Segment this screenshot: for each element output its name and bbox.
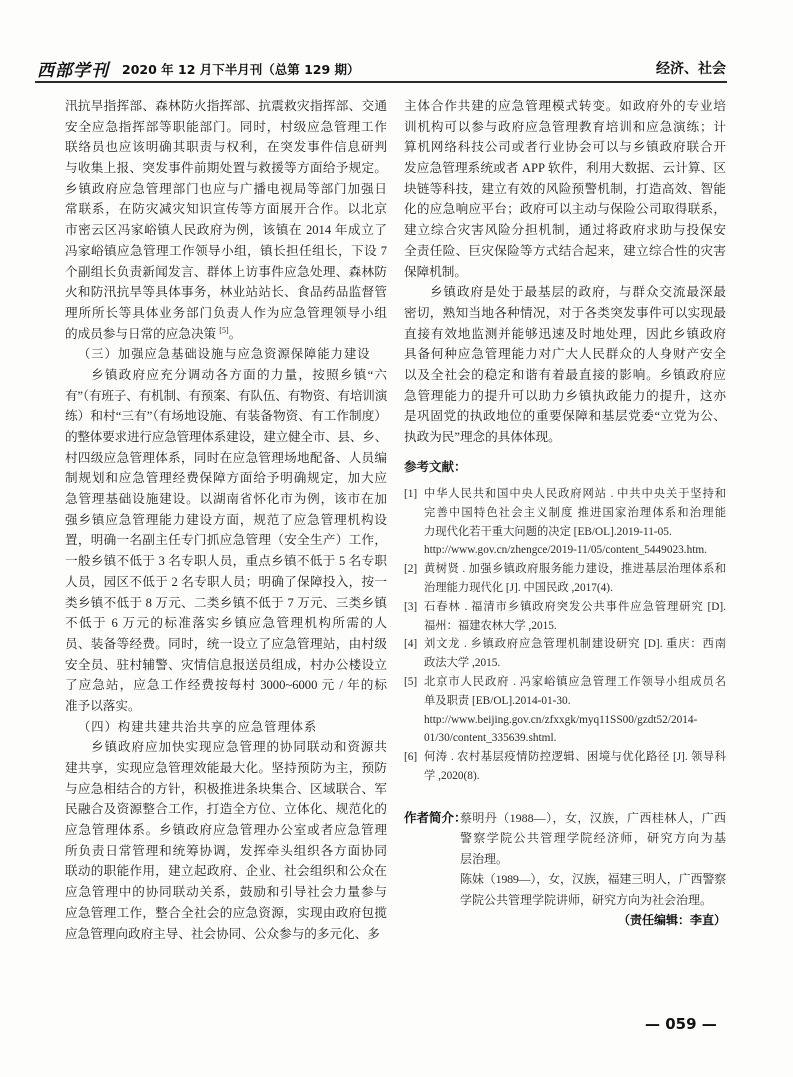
text-line: 个副组长负责新闻发言、群体上访事件应急处理、森林防 [65,264,387,279]
reference-item [404,485,726,560]
text-line: 密切，熟知当地各种情况，对于各类突发事件可以实现最 [404,305,726,320]
reference-text: 中华人民共和国中央人民政府网站 . 中共中央关于坚持和 [424,488,726,500]
reference-line [404,617,726,636]
left-column [65,96,387,944]
reference-line [404,579,726,598]
responsible-editor: （责任编辑：李直） [617,912,726,927]
reference-line [404,767,726,786]
text-line: 化的应急响应平台；政府可以主动与保险公司取得联系， [404,202,726,217]
text-line: 应急管理体系。乡镇政府应急管理办公室或者应急管理 [65,823,387,838]
reference-text: 力现代化若干重大问题的决定 [EB/OL].2019-11-05. [424,525,672,538]
journal-logo: 西部学刊 [37,61,109,81]
author-bio-line [404,849,726,869]
text-line: 汛抗旱指挥部、森林防火指挥部、抗震救灾指挥部、交通 [65,99,387,113]
reference-text: 刘文龙 . 乡镇政府应急管理机制建设研究 [D]. 重庆：西南 [424,638,726,651]
section-title: 经济、社会 [656,61,726,77]
author-bio-text: 警察学院公共管理学院经济师，研究方向为基 [460,831,726,846]
text-line: 理所所长等具体业务部门负责人作为应急管理领导小组 [65,305,387,320]
text-segment: 。 [228,326,242,341]
text-line: 安全应急指挥部等职能部门。同时，村级应急管理工作 [65,119,387,134]
right-column [404,96,726,448]
text-line: 训机构可以参与政府应急管理教育培训和应急演练；计 [404,119,726,134]
header-rule [35,81,727,83]
text-segment: 的成员参与日常的应急决策 [65,326,220,341]
reference-text: 北京市人民政府 . 冯家峪镇应急管理工作领导小组成员名 [424,675,726,688]
reference-text: http://www.beijing.gov.cn/zfxxgk/myq11SS00/gzdt52/2014- [424,713,698,726]
reference-text: 黄树贤 . 加强乡镇政府服务能力建设，推进基层治理体系和 [424,563,726,576]
author-bio-line [404,828,726,848]
references-title: 参考文献： [404,459,467,474]
text-line: 一般乡镇不低于 3 名专职人员，重点乡镇不低于 5 名专职 [65,554,387,569]
reference-line [404,560,726,579]
author-bio-text: 陈妹（1989—），女，汉族，福建三明人，广西警察 [460,872,726,887]
issue-info: 2020 年 12 月下半月刊（总第 129 期） [122,62,360,77]
reference-text: 单及职责 [EB/OL].2014-01-30. [424,694,571,707]
text-line: 建共享，实现应急管理效能最大化。坚持预防为主，预防 [65,761,387,775]
text-line: 市密云区冯家峪镇人民政府为例，该镇在 2014 年成立了 [65,223,387,238]
text-line: 以及全社会的稳定和谐有着最直接的影响。乡镇政府应 [404,367,726,382]
text-line: 冯家峪镇应急管理工作领导小组，镇长担任组长，下设 7 [65,243,387,258]
text-line: 了应急站，应急工作经费按每村 3000~6000 元 / 年的标 [65,678,387,693]
text-line: 直接有效地监测并能够迅速及时地处理，因此乡镇政府 [404,326,726,341]
author-label: 作者简介： [404,810,467,825]
text-line: 乡镇政府是处于最基层的政府，与群众交流最深最 [430,285,726,300]
reference-number: [3] [404,600,418,613]
text-line: 执政为民”理念的具体体现。 [404,430,561,444]
reference-text: 治理能力现代化 [J]. 中国民政 ,2017(4). [424,581,613,594]
citation-marker: [5] [219,325,229,335]
page-number: — 059 — [645,1015,717,1033]
reference-line [404,598,726,617]
text-line: 联络员也应该明确其职责与权利，在突发事件信息研判 [65,140,387,155]
author-bio-text: 蔡明丹（1988—），女，汉族，广西桂林人，广西 [460,811,726,825]
author-info [404,808,726,930]
reference-item [404,598,726,636]
reference-line [404,748,726,767]
reference-number: [5] [404,675,418,688]
text-line: 类乡镇不低于 8 万元、二类乡镇不低于 7 万元、三类乡镇 [65,595,387,610]
text-line: 制规划和应急管理经费保障方面给予明确规定，加大应 [65,471,387,486]
text-line: 急管理基础设施建设。以湖南省怀化市为例，该市在加 [65,492,387,507]
text-line: 火和防汛抗旱等具体事务，林业站站长、食品药品监督管 [65,285,387,300]
reference-line [404,673,726,692]
text-line: 急管理能力的提升可以助力乡镇执政能力的提升，这亦 [404,388,726,403]
reference-text: http://www.gov.cn/zhengce/2019-11/05/content_5449023.htm. [424,544,708,557]
text-line: 的整体要求进行应急管理体系建设，建立健全市、县、乡、 [65,430,387,444]
paragraph [404,96,726,282]
references-section [404,457,726,782]
text-line: 乡镇政府应加快实现应急管理的协同联动和资源共 [91,740,387,755]
text-line: 所负责日常管理和统筹协调，发挥牵头组织各方面协同 [65,843,387,858]
text-line: 安全员、驻村辅警、灾情信息报送员组成，村办公楼设立 [65,657,387,672]
reference-line [404,485,726,504]
text-line: 联动的职能作用，建立起政府、企业、社会组织和公众在 [65,864,387,879]
author-bio-text: 学院公共管理学院讲师，研究方向为社会治理。 [460,892,713,907]
text-line: 强乡镇应急管理能力建设方面，规范了应急管理机构设 [65,512,387,527]
reference-line [404,692,726,711]
reference-item [404,635,726,673]
reference-line [404,541,726,560]
text-line: 发应急管理系统或者 APP 软件，利用大数据、云计算、区 [404,161,726,176]
text-line: 员、装备等经费。同时，统一设立了应急管理站，由村级 [65,636,387,651]
text-line: 主体合作共建的应急管理模式转变。如政府外的专业培 [404,99,726,113]
reference-line [404,635,726,654]
reference-text: 01/30/content_335639.shtml. [424,732,557,745]
reference-line [404,504,726,523]
text-line: 练）和村“三有”（有场地设施、有装备物资、有工作制度） [65,409,387,424]
reference-item [404,748,726,786]
text-line: 不低于 6 万元的标准落实乡镇应急管理机构所需的人 [65,616,387,631]
reference-text: 学 ,2020(8). [424,769,480,782]
text-line: 常联系，在防灾减灾知识宣传等方面展开合作。以北京 [65,202,387,217]
author-bio-line [404,869,726,889]
reference-line [404,523,726,542]
text-line: 人员，园区不低于 2 名专职人员；明确了保障投入，按一 [65,574,387,589]
reference-text: 完善中国特色社会主义制度 推进国家治理体系和治理能 [424,506,726,519]
text-line [65,324,387,345]
text-line: 应急管理向政府主导、社会协同、公众参与的多元化、多 [65,926,380,941]
reference-list [404,485,726,786]
section-heading: （三）加强应急基础设施与应急资源保障能力建设 [78,347,371,362]
reference-number: [2] [404,563,418,576]
text-line: 建立综合灾害风险分担机制，通过将政府求助与投保安 [404,223,726,238]
section-heading: （四）构建共建共治共享的应急管理体系 [78,719,318,734]
text-line: 与收集上报、突发事件前期处置与救援等方面给予规定。 [65,161,387,176]
reference-number: [6] [404,751,418,764]
paragraph [65,365,387,717]
text-line: 应急管理工作，整合全社会的应急资源，实现由政府包揽 [65,905,387,920]
reference-text: 福州：福建农林大学 ,2015. [424,619,557,632]
text-line: 与应急相结合的方针，积极推进条块集合、区域联合、军 [65,781,387,796]
text-line: 民融合及资源整合工作，打造全方位、立体化、规范化的 [65,802,387,817]
author-bio-text: 层治理。 [460,851,509,866]
paragraph [404,282,726,448]
text-line: 有”（有班子、有机制、有预案、有队伍、有物资、有培训演 [65,388,387,403]
reference-text: 政法大学 ,2015. [424,657,501,670]
text-line: 准予以落实。 [65,698,141,713]
text-line: 块链等科技，建立有效的风险预警机制，打造高效、智能 [404,181,726,196]
text-line: 置，明确一名副主任专门抓应急管理（安全生产）工作， [65,533,387,548]
text-line: 应急管理中的协同联动关系，鼓励和引导社会力量参与 [65,885,387,900]
text-line: 具备何种应急管理能力对广大人民群众的人身财产安全 [404,347,726,362]
reference-number: [4] [404,638,418,651]
text-line: 乡镇政府应充分调动各方面的力量，按照乡镇“六 [91,367,387,382]
reference-line [404,654,726,673]
author-bio-line [404,890,726,910]
text-line: 乡镇政府应急管理部门也应与广播电视局等部门加强日 [65,181,387,196]
text-line: 是巩固党的执政地位的重要保障和基层党委“立党为公、 [404,409,726,424]
reference-line [404,711,726,730]
reference-text: 石春林 . 福清市乡镇政府突发公共事件应急管理研究 [D]. [424,600,726,613]
text-line: 全责任险、巨灾保险等方式结合起来，建立综合性的灾害 [404,243,726,258]
paragraph [65,96,387,344]
text-line: 保障机制。 [404,264,467,279]
text-line: 算机网络科技公司或者行业协会可以与乡镇政府联合开 [404,140,726,155]
reference-line [404,729,726,748]
reference-number: [1] [404,488,418,500]
text-line: 村四级应急管理体系，同时在应急管理场地配备、人员编 [65,450,387,465]
reference-item [404,673,726,748]
reference-item [404,560,726,598]
paragraph [65,737,387,944]
reference-text: 何涛 . 农村基层疫情防控逻辑、困境与优化路径 [J]. 领导科 [424,751,726,764]
author-bio-line [404,808,726,828]
